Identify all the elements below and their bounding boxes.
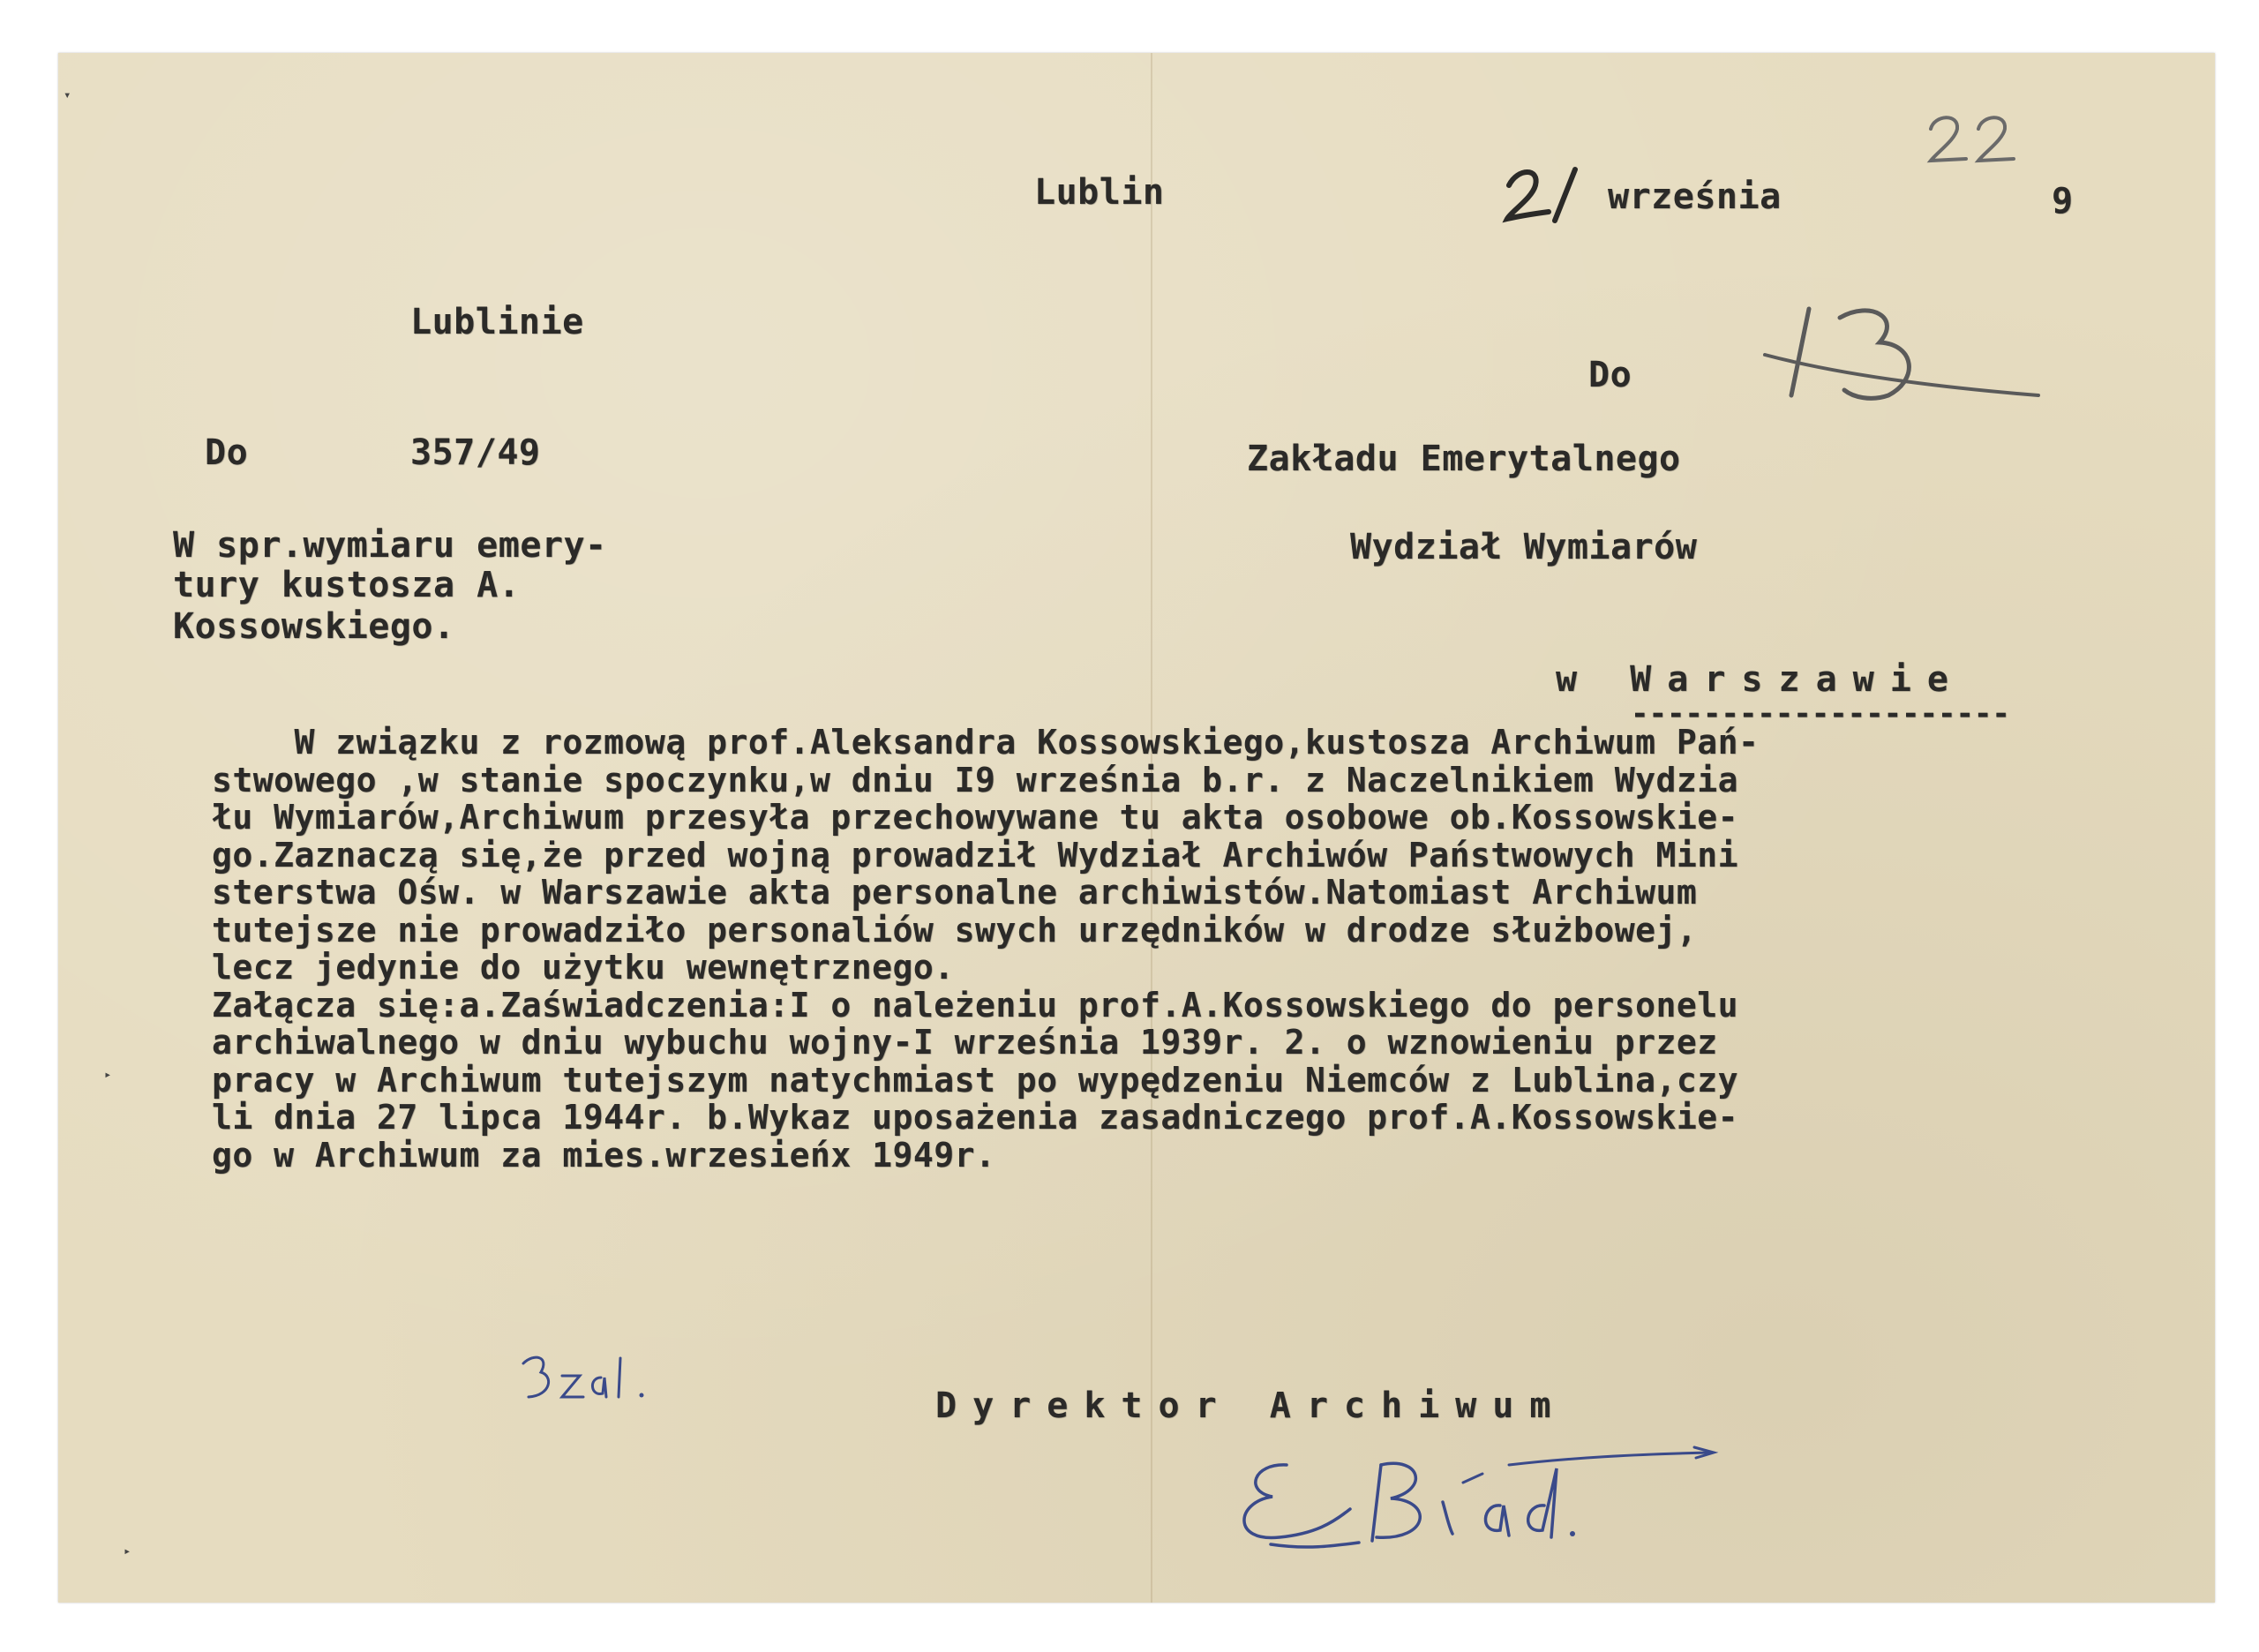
reference-number: 357/49 — [410, 432, 541, 473]
edge-mark-bottom: ▸ — [124, 1544, 131, 1558]
body-line-2: stwowego ,w stanie spoczynku,w dniu I9 września b.r. z Naczelnikiem Wydzia — [212, 760, 1738, 800]
edge-mark-top: ▾ — [64, 88, 71, 102]
handwritten-signature — [1218, 1438, 1721, 1580]
body-line-5: sterstwa Ośw. w Warszawie akta personalne archiwistów.Natomiast Archiwum — [212, 873, 1698, 912]
body-line-1: W związku z rozmową prof.Aleksandra Kossowskiego,kustosza Archiwum Pań- — [212, 723, 1760, 762]
subject-line-2: tury kustosza A. — [173, 565, 521, 605]
handwritten-year — [1924, 109, 2030, 171]
recipient-line3: w Warszawie — [1556, 659, 1964, 700]
header-city: Lublin — [1034, 172, 1165, 213]
subject-line-1: W spr.wymiaru emery- — [173, 525, 607, 566]
reference-prefix: Do — [205, 432, 249, 473]
letter-body — [212, 724, 2153, 1174]
body-line-3: łu Wymiarów,Archiwum przesyła przechowywane tu akta osobowe ob.Kossowskie- — [212, 798, 1738, 837]
body-line-4: go.Zaznaczą się,że przed wojną prowadził Wydział Archiwów Państwowych Mini — [212, 835, 1738, 875]
handwritten-day — [1500, 159, 1606, 229]
recipient-line2: Wydział Wymiarów — [1350, 527, 1698, 567]
body-line-9: archiwalnego w dniu wybuchu wojny-I września 1939r. 2. o wznowieniu przez — [212, 1023, 1718, 1062]
body-line-12: go w Archiwum za mies.wrzesieńx 1949r. — [212, 1135, 996, 1175]
edge-mark-middle: ▸ — [104, 1068, 112, 1082]
signature-title: Dyrektor Archiwum — [935, 1385, 1567, 1426]
body-line-11: li dnia 27 lipca 1944r. b.Wykaz uposażenia zasadniczego prof.A.Kossowskie- — [212, 1098, 1738, 1137]
header-year-typed: 9 — [2052, 181, 2074, 222]
handwritten-number-crossed — [1756, 291, 2056, 424]
body-line-7: lecz jedynie do użytku wewnętrznego. — [212, 948, 955, 987]
recipient-line1: Zakładu Emerytalnego — [1247, 439, 1681, 479]
header-month: września — [1608, 176, 1782, 217]
body-line-6: tutejsze nie prowadziło personaliów swych urzędników w drodze służbowej, — [212, 910, 1698, 950]
subject-line-3: Kossowskiego. — [173, 606, 455, 647]
body-line-10: pracy w Archiwum tutejszym natychmiast po wypędzeniu Niemców z Lublina,czy — [212, 1060, 1738, 1100]
body-line-8: Załącza się:a.Zaświadczenia:I o należeniu prof.A.Kossowskiego do personelu — [212, 985, 1738, 1025]
recipient-underline: --------------------- — [1631, 696, 2010, 732]
handwritten-attachment-note — [516, 1346, 675, 1416]
sender-place: Lublinie — [410, 302, 584, 342]
recipient-prefix: Do — [1588, 355, 1632, 395]
